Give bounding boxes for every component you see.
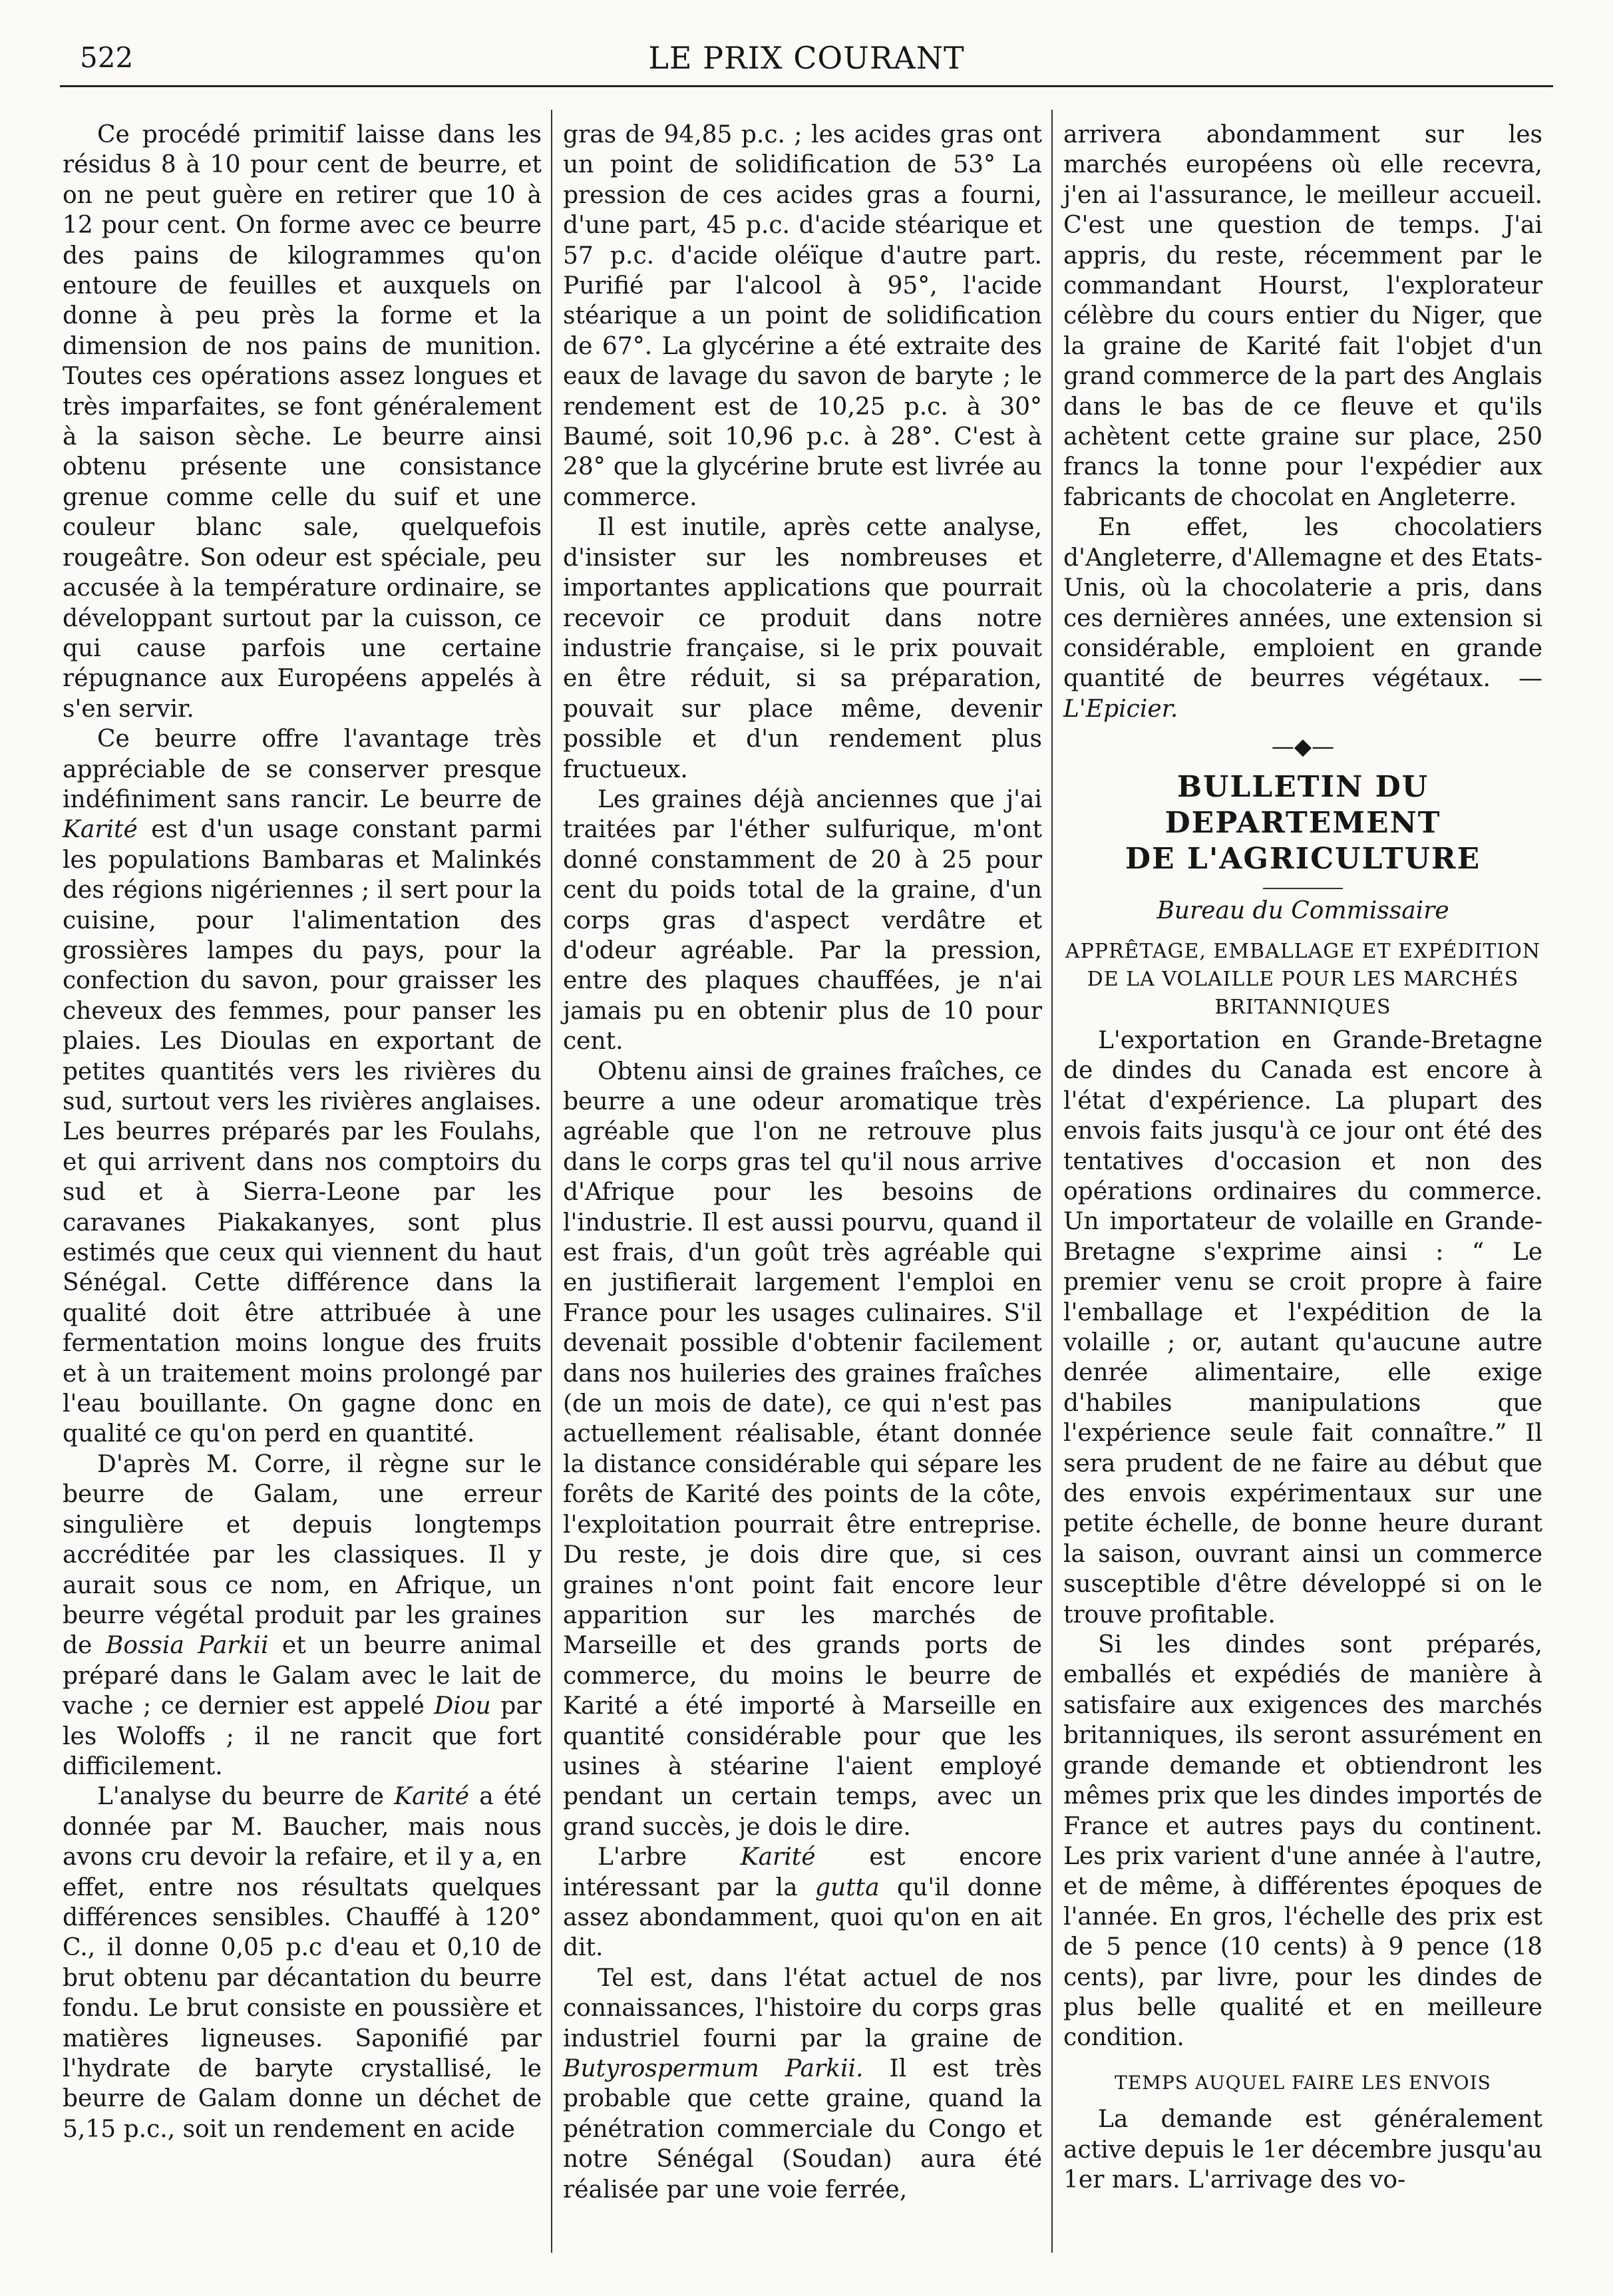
section-subtitle: Bureau du Commissaire: [1157, 896, 1449, 924]
page-number: 522: [80, 41, 134, 74]
italic-term: Karité: [63, 816, 138, 844]
source-citation: L'Epicier.: [1063, 695, 1178, 723]
paragraph: [63, 1449, 542, 1782]
italic-term: Butyrospermum Parkii.: [563, 2055, 864, 2082]
italic-term: Bossia Parkii: [105, 1632, 269, 1660]
text-run: L'arbre: [598, 1843, 741, 1871]
paragraph: gras de 94,85 p.c. ; les acides gras ont un point de solidification de 53° La pression de ces acides gras a fourni, d'une part, 45 p.c. d'acide stéarique et 57 p.c. d'acide oléïque d'autre part. Purifié par l'alcool à 95°, l'acide stéarique a un point de solidification de 67°. La glycérine a été extraite des eaux de lavage du savon de baryte ; le rendement est de 10,25 p.c. à 30° Baumé, soit 10,96 p.c. à 28°. C'est à 28° que la glycérine brute est livrée au commerce.: [563, 121, 1042, 511]
paragraph: [1063, 512, 1542, 724]
paragraph: arrivera abondamment sur les marchés européens où elle recevra, j'en ai l'assurance, le meilleur accueil. C'est une question de temps. J'ai appris, du reste, récemment par le commandant Hourst, l'explorateur célèbre du cours entier du Niger, que la graine de Karité fait l'objet d'un grand commerce de la part des Anglais dans le bas de ce fleuve et qu'ils achètent cette graine sur place, 250 francs la tonne pour l'expédier aux fabricants de chocolat en Angleterre.: [1063, 121, 1542, 511]
italic-term: Karité: [394, 1783, 470, 1811]
text-run: et un beurre animal préparé dans le Galam avec le lait de vache ; ce dernier est appelé: [63, 1632, 542, 1720]
text-run: qu'il donne assez abondamment, quoi qu'on en ait dit.: [563, 1873, 1042, 1962]
header-rule: [60, 85, 1553, 87]
section-title: [1063, 769, 1542, 877]
paragraph: Les graines déjà anciennes que j'ai traitées par l'éther sulfurique, m'ont donné constamment de 20 à 25 pour cent du poids total de la graine, d'un corps gras d'aspect verdâtre et d'odeur agréable. Par la pression, entre des plaques chauffées, je n'ai jamais pu en obtenir plus de 10 pour cent.: [563, 785, 1042, 1055]
page-header: [60, 33, 1553, 87]
text-run: par les Woloffs ; il ne rancit que fort difficilement.: [63, 1692, 542, 1780]
article-heading: APPRÊTAGE, EMBALLAGE ET EXPÉDITION DE LA VOLAILLE POUR LES MARCHÉS BRITANNIQUES: [1065, 939, 1541, 1019]
paragraph: [563, 1963, 1042, 2205]
italic-term: Diou: [434, 1692, 491, 1720]
paragraph: Obtenu ainsi de graines fraîches, ce beurre a une odeur aromatique très agréable que l'on ne retrouve plus dans le corps gras tel qu'il nous arrive d'Afrique pour les besoins de l'industrie. Il est aussi pourvu, quand il est frais, d'un goût très agréable qui en justifierait largement l'emploi en France pour les usages culinaires. S'il devenait possible d'obtenir facilement dans nos huileries des graines fraîches (de un mois de date), ce qui n'est pas actuellement réalisable, étant donnée la distance considérable qui sépare les forêts de Karité des points de la côte, l'exploitation pourrait être entreprise. Du reste, je dois dire que, si ces graines n'ont point fait encore leur apparition sur les marchés de Marseille et des grands ports de commerce, du moins le beurre de Karité a été importé à Marseille en quantité considérable pour que les usines à stéarine l'aient employé pendant un certain temps, avec un grand succès, je dois le dire.: [563, 1057, 1042, 1841]
section-rule: [1263, 888, 1343, 889]
section-title-line: DE L'AGRICULTURE: [1125, 841, 1481, 876]
paragraph: Il est inutile, après cette analyse, d'insister sur les nombreuses et importantes applications que pourrait recevoir ce produit dans notre industrie française, si le prix pouvait en être réduit, si sa préparation, pouvait sur place même, devenir possible et d'un rendement plus fructueux.: [563, 514, 1042, 783]
text-run: Ce beurre offre l'avantage très appréciable de se conserver presque indéfiniment sans rancir. Le beurre de: [63, 725, 542, 813]
column-divider: [551, 110, 552, 2253]
section-title-line: BULLETIN DU DEPARTEMENT: [1165, 769, 1441, 840]
paragraph: La demande est généralement active depuis le 1er décembre jusqu'au 1er mars. L'arrivage des vo-: [1063, 2106, 1542, 2194]
text-run: est d'un usage constant parmi les populations Bambaras et Malinkés des régions nigériennes ; il sert pour la cuisine, pour l'alimentation des grossières lampes du pays, pour la confection du savon, pour graisser les cheveux des femmes, pour panser les plaies. Les Dioulas en exportant de petites quantités vers les rivières du sud, surtout vers les rivières anglaises. Les beurres préparés par les Foulahs, et qui arrivent dans nos comptoirs du sud et à Sierra-Leone par les caravanes Piakakanyes, sont plus estimés que ceux qui viennent du haut Sénégal. Cette différence dans la qualité doit être attribuée à une fermentation moins longue des fruits et à un traitement moins prolongé par l'eau bouillante. On gagne donc en qualité ce qu'on perd en quantité.: [63, 816, 542, 1448]
italic-term: gutta: [814, 1873, 880, 1901]
text-run: Tel est, dans l'état actuel de nos connaissances, l'histoire du corps gras industriel fourni par la graine de: [563, 1964, 1042, 2052]
paragraph: [563, 1842, 1042, 1963]
text-run: L'analyse du beurre de: [97, 1783, 395, 1811]
column-divider: [1051, 110, 1053, 2253]
text-run: est encore intéressant par la: [563, 1843, 1042, 1901]
section-ornament: —◆—: [1271, 733, 1335, 761]
paragraph: Ce procédé primitif laisse dans les résidus 8 à 10 pour cent de beurre, et on ne peut guère en retirer que 10 à 12 pour cent. On forme avec ce beurre des pains de kilogrammes qu'on entoure de feuilles et auxquels on donne à peu près la forme et la dimension de nos pains de munition. Toutes ces opérations assez longues et très imparfaites, se font généralement à la saison sèche. Le beurre ainsi obtenu présente une consistance grenue comme celle du suif et une couleur blanc sale, quelquefois rougeâtre. Son odeur est spéciale, peu accusée à la température ordinaire, se développant surtout par la cuisson, ce qui cause parfois une certaine répugnance aux Européens appelés à s'en servir.: [63, 121, 542, 723]
column-right: [1063, 120, 1542, 2195]
text-run: a été donnée par M. Baucher, mais nous avons cru devoir la refaire, et il y a, en effet, entre nos résultats quelques différences sensibles. Chauffé à 120° C., il donne 0,05 p.c d'eau et 0,10 de brut obtenu par décantation du beurre fondu. Le brut consiste en poussière et matières ligneuses. Saponifié par l'hydrate de baryte crystallisé, le beurre de Galam donne un déchet de 5,15 p.c., soit un rendement en acide: [63, 1783, 542, 2143]
column-middle: [563, 120, 1042, 2205]
article-subheading: TEMPS AUQUEL FAIRE LES ENVOIS: [1115, 2071, 1491, 2094]
column-left: [63, 120, 542, 2144]
paragraph: Si les dindes sont préparés, emballés et expédiés de manière à satisfaire aux exigences des marchés britanniques, ils seront assurément en grande demande et obtiendront les mêmes prix que les dindes importés de France et autres pays du continent. Les prix varient d'une année à l'autre, et de même, à différentes époques de l'année. En gros, l'échelle des prix est de 5 pence (10 cents) à 9 pence (18 cents), par livre, pour les dindes de plus belle qualité et en meilleure condition.: [1063, 1631, 1542, 2052]
text-run: Il est très probable que cette graine, quand la pénétration commerciale du Congo et notre Sénégal (Soudan) aura été réalisée par une voie ferrée,: [563, 2055, 1043, 2203]
paragraph: [63, 724, 542, 1449]
text-run: En effet, les chocolatiers d'Angleterre, d'Allemagne et des Etats-Unis, où la chocolaterie a pris, dans ces dernières années, une extension si considérable, emploient en grande quantité de beurres végétaux. —: [1063, 514, 1542, 693]
text-run: D'après M. Corre, il règne sur le beurre de Galam, une erreur singulière et depuis longtemps accréditée par les classiques. Il y aurait sous ce nom, en Afrique, un beurre végétal produit par les graines de: [63, 1450, 542, 1660]
italic-term: Karité: [740, 1843, 816, 1871]
paragraph: [63, 1782, 542, 2144]
running-title: LE PRIX COURANT: [648, 40, 965, 76]
paragraph: L'exportation en Grande-Bretagne de dindes du Canada est encore à l'état d'expérience. La plupart des envois faits jusqu'à ce jour ont été des tentatives d'occasion et non des opérations ordinaires du commerce. Un importateur de volaille en Grande-Bretagne s'exprime ainsi : “ Le premier venu se croit propre à faire l'emballage et l'expédition de la volaille ; or, autant qu'aucune autre denrée alimentaire, elle exige d'habiles manipulations que l'expérience seule fait connaître.” Il sera prudent de ne faire au début que des envois expérimentaux sur une petite échelle, de bonne heure durant la saison, ouvrant ainsi un commerce susceptible d'être développé si on le trouve profitable.: [1063, 1026, 1542, 1628]
